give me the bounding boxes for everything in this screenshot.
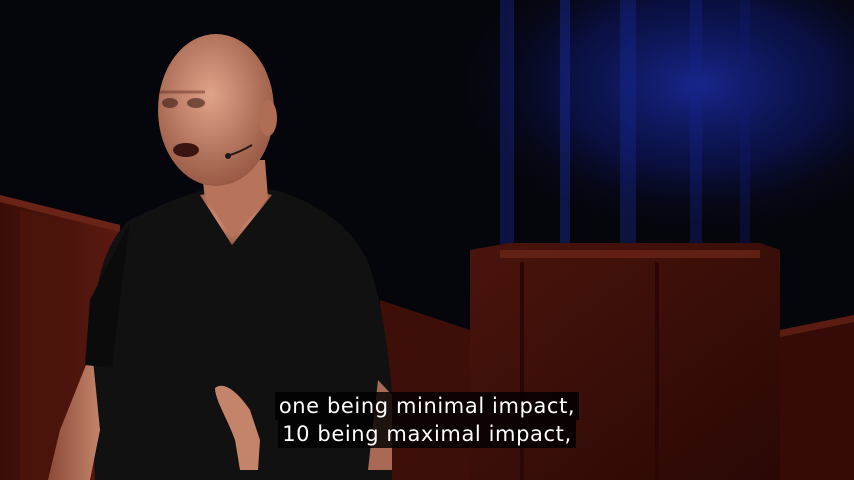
subtitle-line-2: 10 being maximal impact,: [278, 420, 576, 448]
subtitle-caption: [0, 392, 854, 448]
subtitle-line-1: one being minimal impact,: [275, 392, 579, 420]
